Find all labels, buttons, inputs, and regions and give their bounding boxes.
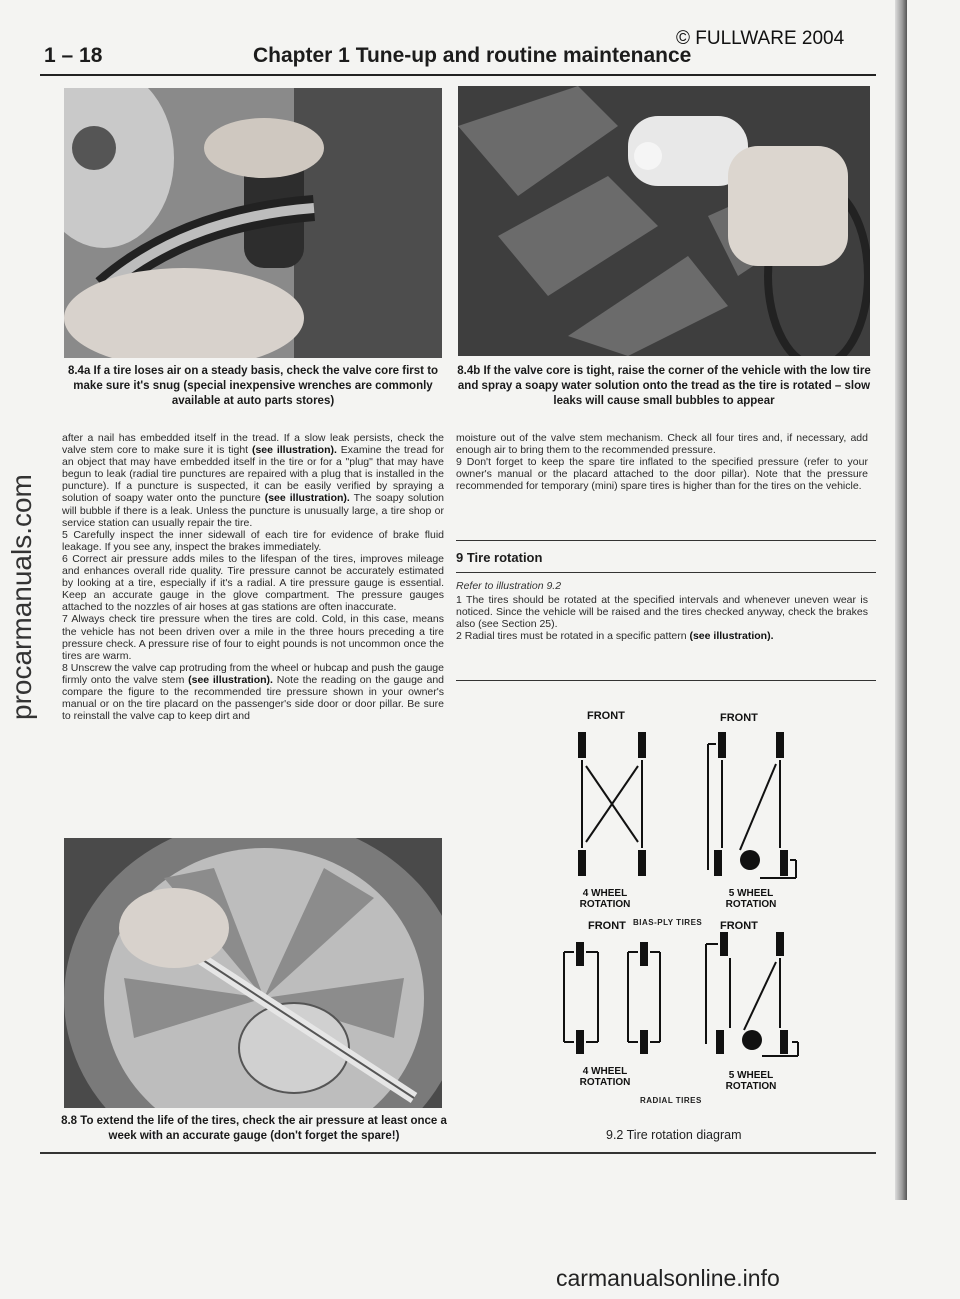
page-edge-shadow (895, 0, 907, 1200)
para-soapy-solution: The soapy solution will bubble if there is a leak. Unless the puncture is unusually large, a tire shop or service station can usually repair the tire. (62, 492, 445, 529)
see-illustration-ref: (see illustration). (264, 492, 350, 505)
left-column-text (62, 432, 444, 722)
para-7: 7 Always check tire pressure when the tires are cold. Cold, in this case, means the vehicle has not been driven over a mile in the three hours preceding a tire pressure check. A pressure rise of four to eight pounds is not uncommon once the tires are warm. (62, 613, 444, 662)
label-bias-ply-tires: BIAS-PLY TIRES (633, 918, 703, 927)
label-front: FRONT (588, 920, 626, 932)
header-rule (40, 74, 876, 76)
photo-soapy-water-spray (458, 86, 870, 356)
tire-rotation-diagram (540, 700, 840, 1120)
caption-fig-9-2: 9.2 Tire rotation diagram (606, 1128, 742, 1142)
see-illustration-ref: (see illustration). (188, 673, 273, 686)
right-column-text (456, 432, 868, 492)
rotation-arrows-svg (540, 700, 840, 1120)
para-radial-pattern: 2 Radial tires must be rotated in a specific pattern (456, 630, 687, 643)
photo-valve-core-wrench (64, 88, 442, 358)
label-front: FRONT (720, 920, 758, 932)
section-rule-bottom (456, 572, 876, 573)
caption-fig-8-4a: 8.4a If a tire loses air on a steady basis, check the valve core first to make sure it's snug (special inexpensive wrenches are commonly available at auto parts stores) (67, 365, 439, 407)
para-8-cont: Note the reading on the gauge and compare the figure to the recommended tire pressure shown in your owner's manual or on the tire placard on the passenger's side door or door pillar. Be sure to reinstall the valve cap to keep dirt and (62, 673, 445, 723)
label-front: FRONT (720, 712, 758, 724)
caption-fig-8-4b: 8.4b If the valve core is tight, raise the corner of the vehicle with the low tire and spray a soapy water solution onto the tread as the tire is rotated – slow leaks will cause small bubbles to appear (457, 365, 871, 407)
label-5-wheel: 5 WHEEL ROTATION (725, 1070, 777, 1092)
label-4-wheel: 4 WHEEL ROTATION (579, 1066, 631, 1088)
caption-fig-8-8: 8.8 To extend the life of the tires, check the air pressure at least once a week with an accurate gauge (don't forget the spare!) (61, 1115, 447, 1142)
copyright-notice: © FULLWARE 2004 (676, 28, 845, 49)
section-rule-end (456, 680, 876, 681)
footer-watermark: carmanualsonline.info (556, 1265, 780, 1291)
chapter-title: Chapter 1 Tune-up and routine maintenance (253, 44, 692, 67)
see-illustration-ref: (see illustration). (689, 630, 774, 643)
side-watermark: procarmanuals.com (6, 474, 37, 720)
label-4-wheel: 4 WHEEL ROTATION (579, 888, 631, 910)
para-rotate-intervals: 1 The tires should be rotated at the specified intervals and whenever uneven wear is noticed. Since the vehicle will be raised and the tires checked anyway, check the brakes also (see Section 25). (456, 594, 868, 631)
tire-rotation-text (456, 594, 868, 642)
para-5: 5 Carefully inspect the inner sidewall of each tire for evidence of brake fluid leakage. If you see any, inspect the brakes immediately. (62, 528, 444, 553)
footer-rule (40, 1152, 876, 1154)
see-illustration-ref: (see illustration). (251, 444, 337, 457)
section-rule-top (456, 540, 876, 541)
label-front: FRONT (587, 710, 625, 722)
label-radial-tires: RADIAL TIRES (640, 1096, 702, 1105)
refer-to-illustration: Refer to illustration 9.2 (456, 580, 562, 592)
page-number: 1 – 18 (44, 44, 103, 67)
para-9: 9 Don't forget to keep the spare tire inflated to the specified pressure (refer to your owner's manual or the placard attached to the door pillar). Note that the pressure recommended for temporary (mini) spare tires is higher than for the tires on the vehicle. (456, 456, 868, 493)
label-5-wheel: 5 WHEEL ROTATION (725, 888, 777, 910)
para-examine-tread: Examine the tread for an object that may have embedded itself in the tire or for a "plug" that may have begun to leak (radial tire punctures are repaired with a plug that is installed in the puncture). If a puncture is suspected, it can be easily verified by spraying a solution of soapy water onto the puncture (62, 444, 444, 505)
para-moisture: moisture out of the valve stem mechanism. Check all four tires and, if necessary, add enough air to bring them to the recommended pressure. (456, 432, 868, 457)
photo-pressure-gauge (64, 838, 442, 1108)
section-heading-tire-rotation: 9 Tire rotation (456, 550, 543, 565)
para-6: 6 Correct air pressure adds miles to the lifespan of the tires, improves mileage and enhances overall ride quality. Tire pressure cannot be accurately estimated by looking at a tire, especially if it's a radial. A tire pressure gauge is essential. Keep an accurate gauge in the glove compartment. The pressure gauges attached to the nozzles of air hoses at gas stations are often inaccurate. (62, 552, 444, 614)
para-slow-leak: after a nail has embedded itself in the tread. If a slow leak persists, check the valve stem core to make sure it is tight (62, 432, 444, 457)
para-8: 8 Unscrew the valve cap protruding from the wheel or hubcap and push the gauge firmly onto the valve stem (62, 661, 444, 686)
